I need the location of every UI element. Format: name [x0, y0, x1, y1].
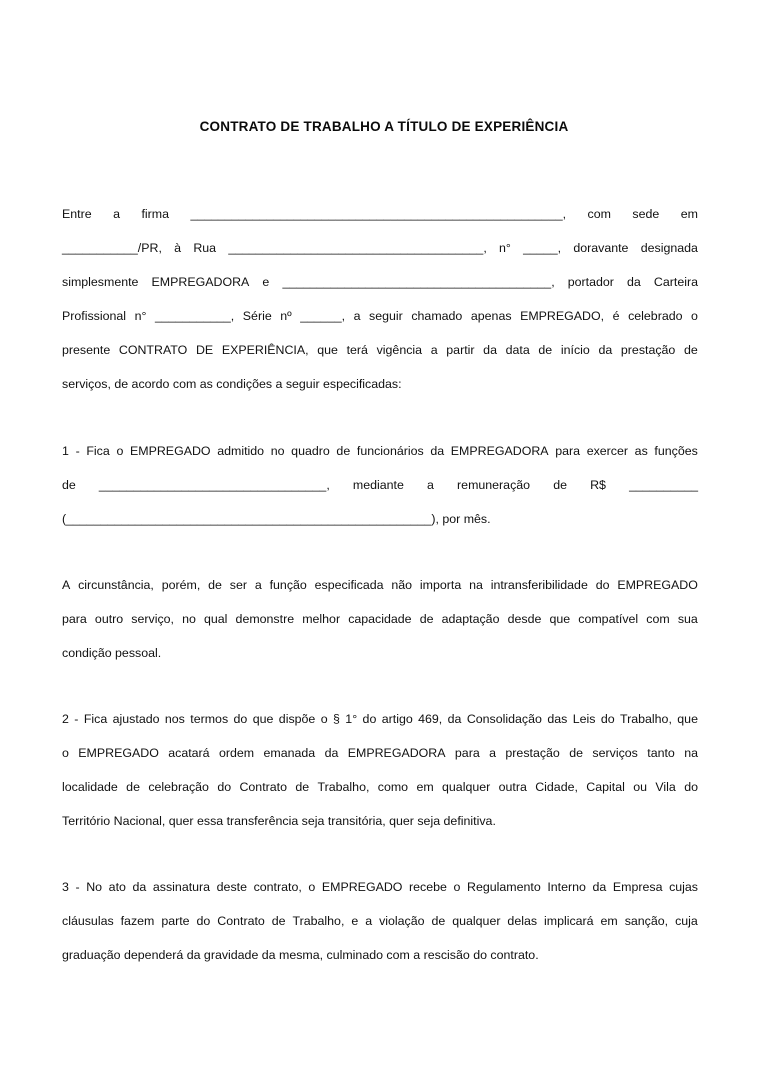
word: do [600, 712, 615, 726]
word: ______, [300, 309, 346, 323]
word: a [365, 914, 373, 928]
word: Interno [547, 880, 586, 894]
word: de [419, 612, 434, 626]
word: do [362, 712, 377, 726]
word: No [86, 880, 103, 894]
word: da [598, 343, 613, 357]
word: cuja [675, 914, 698, 928]
intro-line-4 [62, 299, 698, 333]
circumstance-line-2 [62, 602, 698, 636]
circumstance-line-1 [62, 568, 698, 602]
word: chamado [411, 309, 463, 323]
clause-1-line-1 [62, 434, 698, 468]
word: da [132, 880, 147, 894]
word: no [270, 444, 285, 458]
word: 2 [62, 712, 69, 726]
word: de [126, 780, 140, 794]
clause-2 [62, 702, 698, 838]
word: funcionários [356, 444, 424, 458]
word: designada [640, 241, 698, 255]
word: para [454, 746, 480, 760]
word: 1 [62, 444, 69, 458]
word: Vila [655, 780, 676, 794]
word: presente [62, 343, 111, 357]
word: Leis [572, 712, 596, 726]
word: desde [507, 612, 542, 626]
word: que [252, 712, 274, 726]
word: o [62, 746, 69, 760]
word: de [553, 478, 567, 492]
clause-3 [62, 870, 698, 972]
word: para [62, 612, 87, 626]
word: de [431, 914, 446, 928]
word: da [430, 444, 445, 458]
word: remuneração [457, 478, 531, 492]
word: Série [242, 309, 272, 323]
word: de [336, 444, 351, 458]
word: de [569, 746, 584, 760]
word: função [269, 578, 307, 592]
word: da [447, 712, 462, 726]
word: EMPREGADORA [347, 746, 446, 760]
word: __________ [629, 478, 698, 492]
word: dispõe [278, 712, 316, 726]
word: - [75, 880, 80, 894]
word: do [217, 780, 232, 794]
clause-1-line-2 [62, 468, 698, 502]
word: de [62, 478, 76, 492]
word: do [595, 578, 610, 592]
word: deste [216, 880, 247, 894]
word: importa [419, 578, 462, 592]
word: circunstância, [78, 578, 154, 592]
word: outro [94, 612, 124, 626]
word: fazem [120, 914, 155, 928]
word: data [505, 343, 530, 357]
word: simplesmente [62, 275, 139, 289]
word: ordem [218, 746, 255, 760]
word: e [262, 275, 270, 289]
word: EMPREGADORA [151, 275, 250, 289]
word: da [592, 880, 607, 894]
word: nos [164, 712, 185, 726]
word: terá [346, 343, 368, 357]
word: localidade [62, 780, 118, 794]
word: especificada [314, 578, 384, 592]
word: 3 [62, 880, 69, 894]
word: que [677, 712, 698, 726]
word: à [174, 241, 182, 255]
word: 469, [418, 712, 443, 726]
clause-2-line-4: Território Nacional, quer essa transferência seja transitória, quer seja definitiva. [62, 814, 496, 828]
word: violação [379, 914, 425, 928]
word: Regulamento [467, 880, 541, 894]
word: nº [280, 309, 292, 323]
word: o [320, 712, 328, 726]
word: porém, [161, 578, 201, 592]
word: CONTRATO [118, 343, 188, 357]
word: doravante [573, 241, 629, 255]
word: ato [108, 880, 126, 894]
word: não [391, 578, 413, 592]
word: EMPREGADO [130, 444, 211, 458]
word: do [233, 712, 248, 726]
word: Empresa [612, 880, 663, 894]
word: _____, [523, 241, 562, 255]
word: para [555, 444, 581, 458]
word: início [560, 343, 590, 357]
word: intransferibilidade [490, 578, 588, 592]
word: na [684, 746, 698, 760]
word: adaptação [441, 612, 500, 626]
word: Fica [86, 444, 110, 458]
word: portador [567, 275, 614, 289]
word: 1° [345, 712, 358, 726]
word: mediante [352, 478, 404, 492]
word: Contrato [217, 914, 265, 928]
word: EMPREGADORA [450, 444, 549, 458]
word: Entre [62, 207, 92, 221]
circumstance-line-3: condição pessoal. [62, 646, 162, 660]
word: admitido [217, 444, 265, 458]
word: recebe [409, 880, 447, 894]
word: _________________________________, [98, 478, 330, 492]
word: vigência [376, 343, 423, 357]
word: partir [446, 343, 475, 357]
word: a [353, 309, 361, 323]
word: Trabalho, [317, 780, 370, 794]
word: n° [134, 309, 147, 323]
word: cláusulas [62, 914, 114, 928]
clause-3-line-1 [62, 870, 698, 904]
word: termos [190, 712, 229, 726]
word: EMPREGADO, [520, 309, 605, 323]
word: prestação [505, 746, 560, 760]
word: apenas [470, 309, 512, 323]
word: de [538, 343, 553, 357]
word: sede [632, 207, 660, 221]
word: R$ [590, 478, 606, 492]
word: ou [633, 780, 648, 794]
word: o [116, 444, 124, 458]
word: Trabalho, [292, 914, 345, 928]
word: demonstre [235, 612, 295, 626]
word: em [416, 780, 434, 794]
word: outra [498, 780, 527, 794]
word: sua [677, 612, 698, 626]
word: _____________________________________, [228, 241, 487, 255]
word: e [351, 914, 359, 928]
intro-line-2 [62, 231, 698, 265]
word: ______________________________________________________, [190, 207, 567, 221]
word: do [196, 914, 211, 928]
word: firma [141, 207, 170, 221]
clause-3-line-3: graduação dependerá da gravidade da mesma, culminado com a rescisão do contrato. [62, 948, 539, 962]
word: EMPREGADO [78, 746, 159, 760]
word: ___________/PR, [62, 241, 162, 255]
clause-3-line-2 [62, 904, 698, 938]
word: funções [654, 444, 698, 458]
word: - [75, 444, 80, 458]
word: de [295, 780, 310, 794]
word: que [549, 612, 571, 626]
word: quadro [291, 444, 330, 458]
word: acatará [168, 746, 210, 760]
word: Capital [586, 780, 625, 794]
word: na [469, 578, 483, 592]
word: o [691, 309, 698, 323]
word: como [377, 780, 409, 794]
clause-2-line-2 [62, 736, 698, 770]
word: da [324, 746, 339, 760]
intro-line-3 [62, 265, 698, 299]
word: exercer [586, 444, 629, 458]
word: com [646, 612, 670, 626]
clause-2-line-1 [62, 702, 698, 736]
word: parte [161, 914, 190, 928]
word: EMPREGADO [321, 880, 403, 894]
word: serviços [592, 746, 638, 760]
word: Consolidação [466, 712, 542, 726]
word: n° [499, 241, 511, 255]
word: ajustado [112, 712, 160, 726]
word: Fica [83, 712, 108, 726]
word: ___________, [155, 309, 235, 323]
clause-1 [62, 434, 698, 536]
word: contrato, [253, 880, 302, 894]
word: de [683, 343, 698, 357]
word: capacidade [348, 612, 412, 626]
document-title: CONTRATO DE TRABALHO A TÍTULO DE EXPERIÊNCIA [199, 119, 569, 134]
word: ser [229, 578, 247, 592]
word: a [489, 746, 497, 760]
word: qualquer [442, 780, 491, 794]
word: com [587, 207, 611, 221]
word: de [271, 914, 286, 928]
word: cujas [669, 880, 698, 894]
word: assinatura [152, 880, 211, 894]
word: a [427, 478, 434, 492]
word: EXPERIÊNCIA, [221, 343, 309, 357]
word: implicará [544, 914, 594, 928]
word: sanção, [624, 914, 669, 928]
word: em [600, 914, 618, 928]
word: que [317, 343, 338, 357]
word: celebrado [628, 309, 683, 323]
word: Contrato [239, 780, 287, 794]
word: A [62, 578, 71, 592]
word: Trabalho, [620, 712, 672, 726]
word: melhor [302, 612, 341, 626]
word: das [547, 712, 568, 726]
word: qual [204, 612, 228, 626]
word: celebração [148, 780, 209, 794]
word: da [627, 275, 641, 289]
word: § [333, 712, 340, 726]
word: seguir [369, 309, 403, 323]
word: delas [507, 914, 538, 928]
word: o [453, 880, 461, 894]
word: - [74, 712, 79, 726]
word: compatível [578, 612, 639, 626]
word: Cidade, [535, 780, 578, 794]
word: a [430, 343, 438, 357]
word: de [208, 578, 222, 592]
word: serviço, [131, 612, 174, 626]
word: EMPREGADO [617, 578, 698, 592]
intro-paragraph [62, 197, 698, 401]
word: DE [195, 343, 214, 357]
word: Carteira [653, 275, 698, 289]
intro-line-1 [62, 197, 698, 231]
word: é [612, 309, 620, 323]
word: no [182, 612, 196, 626]
clause-1-line-3: (_____________________________________________________), por mês. [62, 512, 491, 526]
word: da [483, 343, 497, 357]
word: artigo [381, 712, 413, 726]
circumstance-paragraph [62, 568, 698, 670]
word: Rua [193, 241, 217, 255]
intro-line-5 [62, 333, 698, 367]
word: tanto [647, 746, 675, 760]
word: qualquer [452, 914, 501, 928]
word: emanada [263, 746, 316, 760]
word: prestação [620, 343, 676, 357]
word: a [254, 578, 262, 592]
word: as [634, 444, 648, 458]
word: Profissional [62, 309, 127, 323]
clause-2-line-3 [62, 770, 698, 804]
word: _______________________________________, [282, 275, 555, 289]
word: o [308, 880, 316, 894]
word: a [113, 207, 120, 221]
word: em [680, 207, 698, 221]
intro-line-6: serviços, de acordo com as condições a seguir especificadas: [62, 377, 402, 391]
word: do [684, 780, 698, 794]
